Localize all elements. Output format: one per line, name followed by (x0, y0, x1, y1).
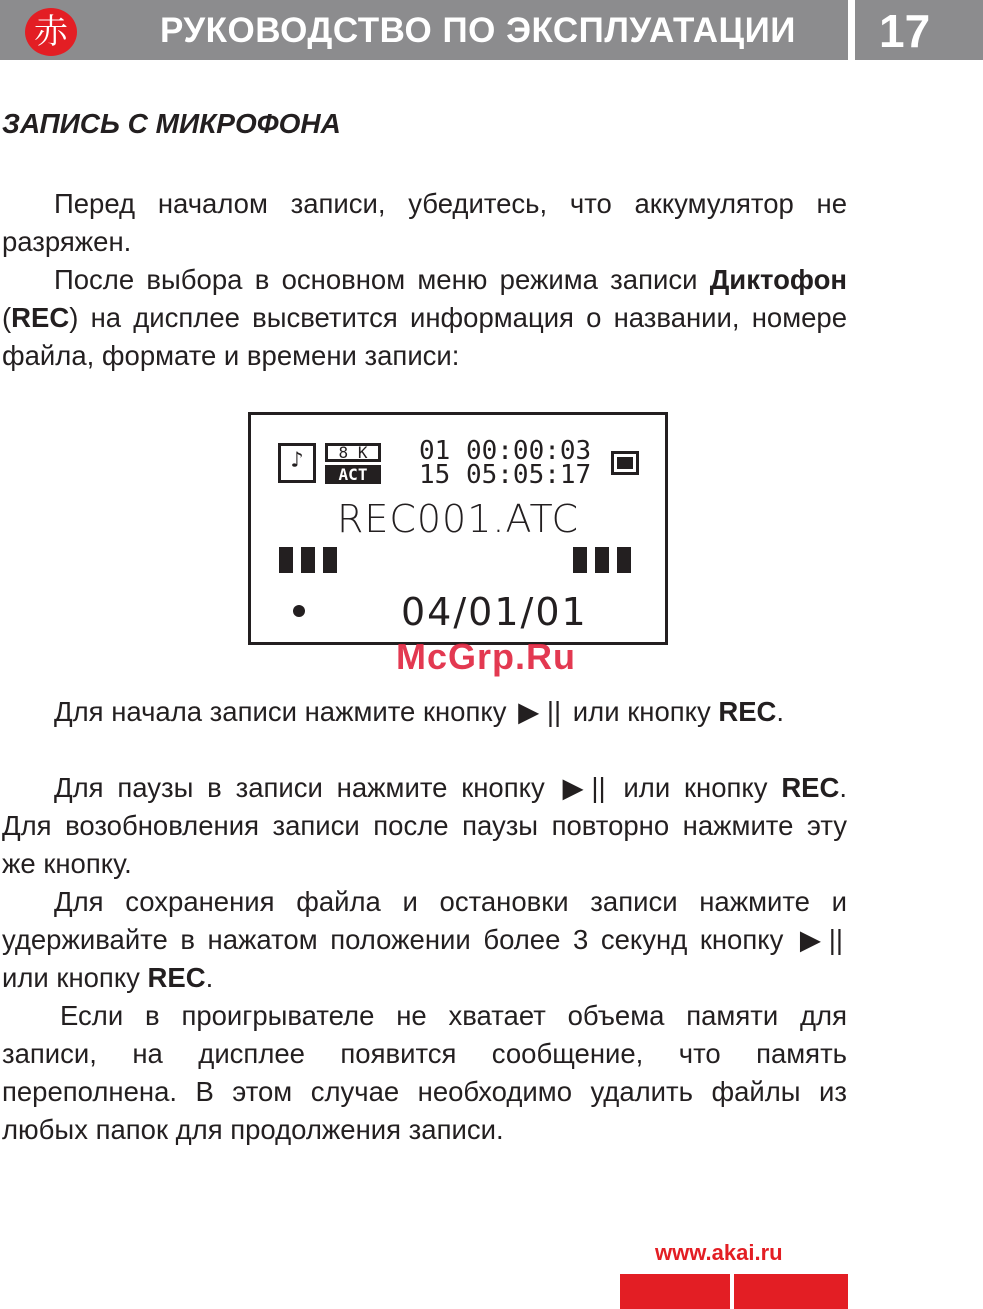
time-line-2: 15 05:05:17 (419, 460, 592, 490)
intro-p2-mid: ( (2, 302, 12, 333)
instr-p1-mid: или кнопку (565, 696, 719, 727)
rec-button-name: REC (781, 772, 840, 803)
time-line-1: 01 00:00:03 (419, 436, 592, 466)
level-meter-left (279, 547, 337, 573)
instr-p1-start: Для начала записи нажмите кнопку (54, 696, 515, 727)
footer-bar-left (620, 1274, 730, 1309)
play-pause-icon: ▶ || (518, 696, 562, 727)
section-title: ЗАПИСЬ С МИКРОФОНА (2, 108, 341, 139)
instr-p2-mid: или кнопку (609, 772, 782, 803)
lcd-display (248, 412, 668, 645)
brand-logo-icon: 赤 (25, 8, 77, 56)
intro-p1-text: Перед началом записи, убедитесь, что аккумулятор не разряжен. (2, 188, 847, 257)
file-name: REC001.ATC (336, 497, 580, 541)
footer-bar-right (734, 1274, 848, 1309)
page-number: 17 (855, 0, 983, 60)
intro-p2-start: После выбора в основном меню режима записи (54, 264, 710, 295)
instr-p4-text: Если в проигрывателе не хватает объема памяти для записи, на дисплее появится сообщение, что память переполнена. В этом случае необходимо удалить файлы из любых папок для продолжения записи. (2, 1000, 847, 1145)
record-dot-icon (293, 605, 305, 617)
header-bar (0, 0, 848, 60)
mode-name-rec: REC (11, 302, 70, 333)
instr-p3-start: Для сохранения файла и остановки записи нажмите и удерживайте в нажатом положении более 3 секунд кнопку (2, 886, 847, 955)
intro-paragraph-1 (2, 185, 847, 261)
instruction-paragraph-2 (2, 769, 847, 883)
watermark: McGrp.Ru (396, 636, 577, 677)
play-pause-icon: ▶ || (562, 772, 606, 803)
instr-p1-end: . (776, 696, 785, 727)
time-readout (419, 436, 592, 490)
format-indicator: ACT (325, 465, 381, 484)
play-pause-icon: ▶ || (799, 924, 843, 955)
rec-button-name: REC (718, 696, 777, 727)
instr-p3-mid: или кнопку (2, 962, 148, 993)
instruction-paragraph-4 (2, 997, 847, 1149)
footer-website-link[interactable]: www.akai.ru (655, 1240, 783, 1265)
instr-p3-end: . (205, 962, 214, 993)
battery-icon (611, 451, 639, 475)
bitrate-indicator: 8 K (325, 443, 381, 462)
instruction-paragraph-1 (2, 693, 847, 731)
instr-p2-start: Для паузы в записи нажмите кнопку (54, 772, 559, 803)
intro-p2-end: ) на дисплее высветится информация о названии, номере файла, формате и времени записи: (2, 302, 847, 371)
level-meter-right (573, 547, 631, 573)
instr-p2-end: . Для возобновления записи после паузы повторно нажмите эту же кнопку. (2, 772, 848, 879)
music-folder-icon: ♪ (278, 443, 316, 483)
mode-name-dictaphone: Диктофон (709, 264, 847, 295)
rec-button-name: REC (147, 962, 206, 993)
instruction-paragraph-3 (2, 883, 847, 997)
record-date: 04/01/01 (401, 590, 588, 634)
intro-paragraph-2 (2, 261, 847, 375)
header-title: РУКОВОДСТВО ПО ЭКСПЛУАТАЦИИ (160, 11, 796, 50)
